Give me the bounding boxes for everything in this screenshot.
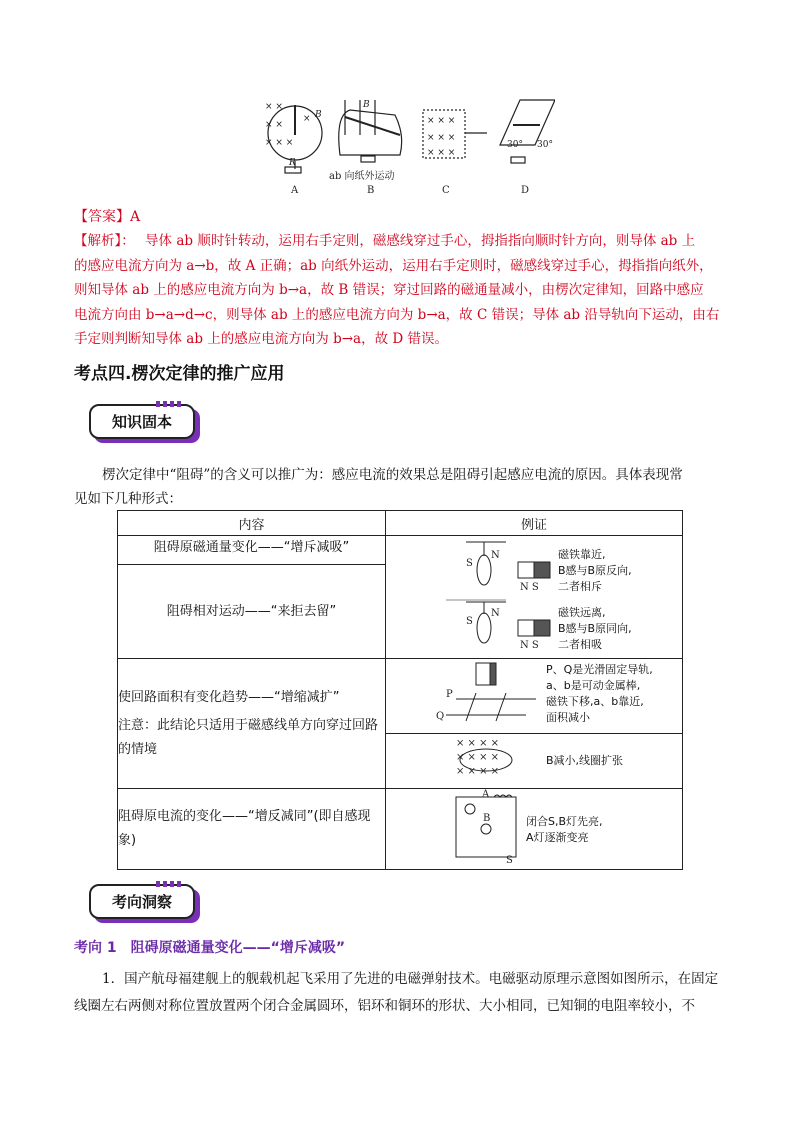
self-induction-circuit bbox=[386, 789, 682, 865]
figure-label-b: B bbox=[367, 185, 375, 196]
question-line-2: 线圈左右两侧对称位置放置两个闭合金属圆环，铝环和铜环的形状、大小相同，已知铜的电阻率较小，不 bbox=[74, 998, 695, 1014]
figure-label-d: D bbox=[521, 185, 530, 196]
svg-text:N: N bbox=[491, 550, 500, 561]
svg-text:S: S bbox=[466, 616, 473, 627]
row-3-content: 使回路面积有变化趋势——“增缩减扩” bbox=[118, 689, 340, 705]
row-3-note: 注意：此结论只适用于磁感线单方向穿过回路的情境 bbox=[118, 717, 379, 757]
example-1-line-2: B感与B原反向, bbox=[558, 564, 632, 577]
svg-text:A: A bbox=[482, 789, 490, 800]
svg-text:× × ×: × × × bbox=[427, 148, 456, 158]
svg-text:P: P bbox=[446, 689, 453, 700]
example-2-line-2: B感与B原同向, bbox=[558, 622, 632, 635]
example-3-line-2: a、b是可动金属棒, bbox=[546, 679, 641, 692]
answer-label: 【答案】 bbox=[74, 209, 130, 225]
table-header-row bbox=[118, 511, 683, 536]
svg-text:× × ×: × × × bbox=[265, 138, 294, 148]
magnet-ring-diagram bbox=[386, 536, 682, 654]
intro-paragraph bbox=[74, 463, 734, 511]
svg-text:30°: 30° bbox=[537, 140, 553, 150]
example-3-line-1: P、Q是光滑固定导轨, bbox=[546, 663, 653, 676]
induction-figure bbox=[255, 95, 555, 200]
example-5-line-2: A灯逐渐变亮 bbox=[526, 831, 589, 844]
row-4-example bbox=[386, 734, 683, 789]
analysis-line-5: 手定则判断知导体 ab 上的感应电流方向为 b→a，故 D 错误。 bbox=[74, 331, 448, 347]
svg-text:S: S bbox=[506, 855, 513, 865]
answer-value: A bbox=[130, 209, 141, 225]
row-1-content: 阻碍原磁通量变化——“增斥减吸” bbox=[118, 536, 386, 565]
example-3-line-4: 面积减小 bbox=[546, 711, 590, 724]
figure-label-a: A bbox=[291, 185, 299, 196]
example-2-line-1: 磁铁远离, bbox=[558, 606, 606, 619]
row-1-2-example bbox=[386, 536, 683, 659]
example-3-line-3: 磁铁下移,a、b靠近, bbox=[546, 695, 644, 708]
example-4-line-1: B减小,线圈扩张 bbox=[546, 754, 624, 767]
analysis-block bbox=[74, 229, 734, 354]
badge-2-label: 考向洞察 bbox=[111, 893, 173, 911]
badge-1-label: 知识固本 bbox=[111, 413, 173, 431]
rails-diagram bbox=[386, 659, 682, 729]
analysis-line-4: 电流方向由 b→a→d→c，则导体 ab 上的感应电流方向为 b→a，故 C 错误；导体 ab 沿导轨向下运动，由右 bbox=[74, 306, 720, 323]
direction-heading: 考向 1 阻碍原磁通量变化——“增斥减吸” bbox=[74, 940, 346, 956]
coil-diagram bbox=[386, 734, 682, 784]
svg-text:Q: Q bbox=[436, 711, 445, 722]
figure-caption-b: ab 向纸外运动 bbox=[329, 171, 395, 182]
svg-text:N S: N S bbox=[520, 582, 539, 593]
analysis-line-2: 的感应电流方向为 a→b，故 A 正确；ab 向纸外运动，运用右手定则时，磁感线穿过手心，拇指指向纸外， bbox=[74, 257, 713, 274]
direction-badge bbox=[88, 880, 203, 926]
svg-text:× ×: × × bbox=[265, 120, 283, 130]
row-3-content-cell bbox=[118, 659, 386, 789]
svg-text:× × × ×: × × × × bbox=[456, 738, 500, 749]
table-header-example: 例证 bbox=[386, 511, 683, 536]
question-line-1: 1．国产航母福建舰上的舰载机起飞采用了先进的电磁弹射技术。电磁驱动原理示意图如图所示，在固定 bbox=[102, 971, 719, 987]
svg-text:R: R bbox=[289, 158, 296, 168]
svg-text:× × × ×: × × × × bbox=[456, 766, 500, 777]
svg-text:× × ×: × × × bbox=[427, 133, 456, 143]
example-1-line-1: 磁铁靠近, bbox=[558, 548, 606, 561]
intro-line-1: 楞次定律中“阻碍”的含义可以推广为：感应电流的效果总是阻碍引起感应电流的原因。具体表现常 bbox=[102, 467, 683, 483]
analysis-line-1: 导体 ab 顺时针转动，运用右手定则，磁感线穿过手心，拇指指向顺时针方向，则导体 ab 上 bbox=[145, 233, 696, 249]
svg-text:B: B bbox=[363, 100, 370, 110]
section-title: 考点四.楞次定律的推广应用 bbox=[74, 364, 285, 384]
analysis-line-3: 则知导体 ab 上的感应电流方向为 b→a，故 B 错误；穿过回路的磁通量减小，由楞次定律知，回路中感应 bbox=[74, 282, 704, 298]
svg-text:× × × ×: × × × × bbox=[456, 752, 500, 763]
row-3-example bbox=[386, 659, 683, 734]
svg-text:× × ×: × × × bbox=[427, 116, 456, 126]
table-row bbox=[118, 659, 683, 734]
svg-text:N: N bbox=[491, 608, 500, 619]
row-5-example bbox=[386, 789, 683, 870]
svg-text:B: B bbox=[315, 110, 322, 120]
answer-line bbox=[74, 206, 140, 226]
row-5-content: 阻碍原电流的变化——“增反减同”(即自感现象) bbox=[118, 789, 386, 870]
question-1 bbox=[74, 966, 734, 1020]
example-5-line-1: 闭合S,B灯先亮, bbox=[526, 815, 603, 828]
analysis-label: 【解析】： bbox=[74, 233, 135, 249]
svg-text:N S: N S bbox=[520, 640, 539, 651]
svg-text:×: × bbox=[303, 114, 311, 124]
svg-text:B: B bbox=[483, 813, 491, 824]
knowledge-badge bbox=[88, 400, 203, 446]
intro-line-2: 见如下几种形式： bbox=[74, 491, 182, 507]
figure-label-c: C bbox=[442, 185, 450, 196]
lenz-generalization-table bbox=[117, 510, 683, 870]
example-2-line-3: 二者相吸 bbox=[558, 638, 602, 651]
table-row bbox=[118, 536, 683, 565]
example-1-line-3: 二者相斥 bbox=[558, 580, 602, 593]
table-row bbox=[118, 789, 683, 870]
table-header-content: 内容 bbox=[118, 511, 386, 536]
svg-text:S: S bbox=[466, 558, 473, 569]
row-2-content: 阻碍相对运动——“来拒去留” bbox=[118, 565, 386, 659]
svg-text:30°: 30° bbox=[507, 140, 523, 150]
svg-text:× ×: × × bbox=[265, 102, 283, 112]
